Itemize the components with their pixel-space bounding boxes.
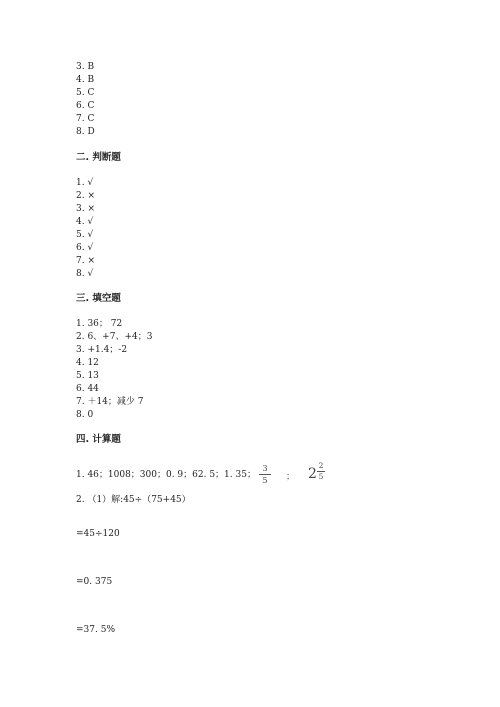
answer-line: 8. D: [76, 127, 95, 137]
calc-step: =45÷120: [76, 529, 120, 539]
mixed-number-fraction: [317, 462, 325, 481]
answer-line: 5. 13: [76, 371, 99, 381]
fraction-bar: [259, 474, 271, 475]
fraction-numerator: 3: [262, 464, 268, 473]
fraction-denominator: 5: [318, 472, 324, 481]
answer-line: 5. √: [76, 230, 94, 240]
answer-line: 6. 44: [76, 384, 99, 394]
separator: ；: [286, 472, 296, 482]
answer-line: 7. C: [76, 114, 95, 124]
answer-line: 3. +1.4；-2: [76, 345, 128, 355]
section-title: 三. 填空题: [76, 293, 121, 304]
answer-line: 6. √: [76, 243, 94, 253]
answer-line: 4. 12: [76, 358, 99, 368]
mixed-number-whole: 2: [308, 466, 317, 482]
answer-line: 6. C: [76, 101, 95, 111]
answer-line: 3. ×: [76, 204, 95, 214]
answer-line: 1. 36； 72: [76, 319, 123, 329]
fraction: [258, 464, 272, 485]
fraction-denominator: 5: [262, 476, 268, 485]
answer-line: 4. B: [76, 75, 95, 85]
answer-line: 8. √: [76, 269, 94, 279]
fraction-numerator: 2: [318, 461, 324, 470]
section-title: 四. 计算题: [76, 434, 121, 445]
answer-line: 7. ×: [76, 256, 95, 266]
answer-line: 4. √: [76, 217, 94, 227]
answer-line: 5. C: [76, 88, 95, 98]
answer-line: 3. B: [76, 62, 95, 72]
answer-line: 2. ×: [76, 191, 95, 201]
calc-step: =37. 5%: [76, 625, 115, 635]
answer-line: 7. ＋14；减少 7: [76, 397, 144, 407]
answer-line: 8. 0: [76, 410, 94, 420]
answer-line: 2. 6、+7、+4；3: [76, 332, 153, 342]
calc-answer-line: 2. （1）解:45÷（75+45）: [76, 495, 191, 505]
calc-step: =0. 375: [76, 577, 113, 587]
calc-answer-line: 1. 46；1008；300；0. 9；62. 5；1. 35；: [76, 470, 256, 480]
answer-line: 1. √: [76, 178, 94, 188]
section-title: 二. 判断题: [76, 152, 121, 163]
